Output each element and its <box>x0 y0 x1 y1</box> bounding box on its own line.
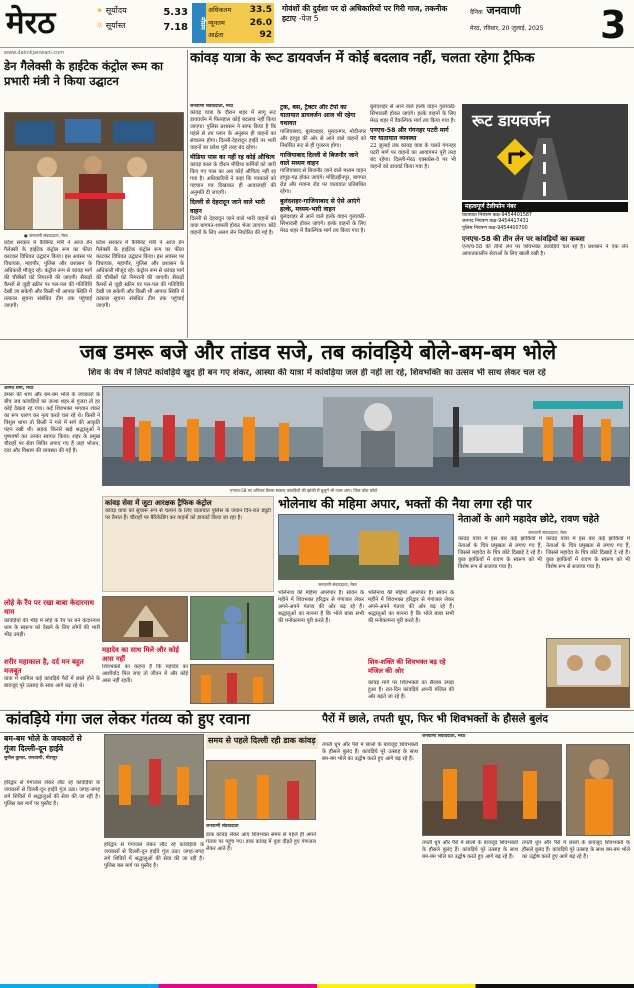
sun-icon: ☀ <box>96 6 104 15</box>
feet-body: तपती धूप और पैरों में छालों के बावजूद शिवभक्तों के हौसले बुलंद हैं। कांवड़िये पूरे उत्साह के साथ बम-बम भोले का उद्घोष करते हुए आगे बढ़ रहे हैं। <box>322 742 418 763</box>
route-banner <box>462 104 628 200</box>
top-story-body5: गाजियाबाद से बिजनौर जाने वाले मध्यम वाहन हापुड़-गढ़ होकर जाएंगे। मोहिउद्दीनपुर, बागपत रोड और मवाना रोड पर यातायात प्रतिबंधित रहेगा। <box>280 167 366 196</box>
sunrise-time: 5.33 <box>163 7 188 18</box>
route-banner-title: रूट डायवर्जन <box>472 111 550 130</box>
top-story-sub2: दिल्ली से देहरादून जाने वाले भारी वाहन <box>190 199 265 215</box>
top-story-sub4: गाजियाबाद दिल्ली से बिजनौर जाने वाले मध्यम वाहन <box>280 151 359 167</box>
bhole-story <box>278 496 630 708</box>
weather-box <box>192 3 274 43</box>
samay-story <box>206 734 318 984</box>
sunrise-label: सूर्योदय <box>105 6 127 15</box>
top-story-headline: कांवड़ यात्रा के रूट डायवर्जन में कोई बदलाव नहीं, चलता रहेगा ट्रैफिक <box>190 50 535 66</box>
paper-name <box>470 4 600 32</box>
ravan-body: कांवड़ यात्रा में इस बार कई झांकियों में नेताओं के चित्र प्रमुखता से लगाए गए हैं, जिससे महादेव के चित्र छोटे दिखाई दे रहे हैं। कुछ झांकियों में रावण के स्वरूप को भी विशेष रूप से सजाया गया है। <box>458 536 542 571</box>
weather-label: मौसम <box>192 3 206 43</box>
helpline-item: जनपद नियंत्रण कक्ष-9454417431 <box>462 219 529 225</box>
traffic-box-headline: कांवड़ सेवा में जुटा आरक्षक ट्रैफिक कंट्रोल <box>105 499 212 507</box>
mid-story-body: डमरू की थाप और बम-बम भोले के जयकारों के बीच जब कांवड़ियों का जत्था शहर से गुजरा तो हर कोई देखता रह गया। कई शिवभक्त भगवान शंकर का रूप धारण कर नृत्य करते चल रहे थे। किसी ने त्रिशूल थामा तो किसी ने गले में सर्प की आकृति पहन रखी थी। सड़क किनारे खड़े श्रद्धालुओं ने पुष्पवर्षा कर उनका स्वागत किया। शहर के प्रमुख चौराहों पर सेवा शिविर लगाए गए हैं जहां भोजन, दवा और विश्राम की व्यवस्था की गई है। <box>4 392 100 455</box>
bhole-sub: शिव-शक्ति की शिवभक्त बढ़ रहे मंजिल की ओर <box>368 658 446 675</box>
bhole-headline: भोलेनाथ की महिमा अपार, भक्तों की नैया लगा रही पार <box>278 496 532 511</box>
teaser-text: गोवंशों की दुर्दशा पर दो अधिकारियों पर गिरी गाज, तकनीक हटाए <box>282 4 448 24</box>
top-story-byline: जनवाणी संवाददाता, मेरठ <box>190 104 234 109</box>
nh-body: एनएच-58 की तीनों लेन पर शिवभक्त कांवड़िये चल रहे हैं। प्रशासन ने एक लेन आपातकालीन सेवाओं के लिए खाली रखी है। <box>462 244 628 258</box>
ravan-byline: जनवाणी संवाददाता, मेरठ <box>528 530 567 535</box>
helpline-item: यातायात नियंत्रण कक्ष-9454401587 <box>462 212 532 218</box>
sunset-icon: ☼ <box>96 21 104 31</box>
top-story-body4: गाजियाबाद, बुलंदशहर, मुरादनगर, मोदीनगर और हापुड़ की ओर से आने वाले वाहनों को निर्धारित रूट से ही गुजरना होगा। <box>280 128 366 149</box>
ravan-photo <box>546 638 630 708</box>
registration-marks <box>0 984 634 988</box>
samay-body: डाक कांवड़ लेकर आए शिवभक्त समय से पहले ही अपने गंतव्य पर पहुंच गए। डाक कांवड़ में युवा दौड़ते हुए गंगाजल लेकर आते हैं। <box>206 832 316 853</box>
feet-story <box>322 734 630 984</box>
ravan-headline: नेताओं के आगे महादेव छोटे, रावण चहेते <box>458 514 600 525</box>
top-story-body6: बुलंदशहर से आने वाले हल्के वाहन गुलावठी-सिंभावली होकर जाएंगे। हल्के वाहनों के लिए मेरठ शहर में वैकल्पिक मार्ग तय किया गया है। <box>280 214 366 235</box>
feet-body-cont: तपती धूप और पैरों में छालों के बावजूद शिवभक्तों के हौसले बुलंद हैं। कांवड़िये पूरे उत्साह के साथ बम-बम भोले का उद्घोष करते हुए आगे बढ़ रहे हैं। <box>422 840 518 861</box>
left-story <box>4 50 186 335</box>
mid-story-byline: अमित शर्मा, मेरठ <box>4 386 34 391</box>
feet-photo <box>422 744 562 836</box>
top-story-sub3: ट्रक, बस, ट्रैक्टर और टेंपो का यातायात डायवर्जन आज भी रहेगा यथावत <box>280 104 356 128</box>
devotee-photo <box>190 664 274 704</box>
paper-title: जनवाणी <box>486 4 521 17</box>
canal-body: 22 जुलाई तक कांवड़ यात्रा के चलते गंगनहर पटरी मार्ग पर वाहनों का आवागमन पूरी तरह बंद रहेगा। दिल्ली-मेरठ एक्सप्रेस-वे पर भी वाहनों को डायवर्ट किया गया है। <box>370 143 456 171</box>
mid-story-body3: यात्रा में शामिल कई कांवड़िये पैरों में छाले होने के बावजूद पूरे उत्साह के साथ आगे बढ़ रहे थे। <box>4 676 100 690</box>
feet-body-cont2: तपती धूप और पैरों में छालों के बावजूद शिवभक्तों के हौसले बुलंद हैं। कांवड़िये पूरे उत्साह के साथ बम-बम भोले का उद्घोष करते हुए आगे बढ़ रहे हैं। <box>522 840 630 861</box>
feet-headline: पैरों में छाले, तपती धूप, फिर भी शिवभक्तों के हौसले बुलंद <box>322 713 548 725</box>
sun-timings <box>96 6 188 34</box>
mid-story-sub2: शरीर महाकाल है, दर्द मन बहुत मजबूत <box>4 657 84 675</box>
humidity-label: आर्द्रता <box>208 31 224 39</box>
left-story-body: प्रदेश सरकार में कैबिनेट मंत्री ने आज डेन गैलेक्सी के हाईटेक कंट्रोल रूम का फीता काटकर विधिवत उद्घाटन किया। इस अवसर पर विधायक, महापौर, पुलिस और प्रशासन के अधिकारी मौजूद रहे। कंट्रोल रूम से कांवड़ मार्ग की चौबीसों घंटे निगरानी की जाएगी। सैकड़ों कैमरों से जुड़ी स्क्रीन पर पल-पल की गतिविधि देखी जा सकेगी और किसी भी आपात स्थिति में तत्काल सूचना संबंधित टीम तक पहुंचाई जाएगी। <box>4 240 92 310</box>
mahadev-headline: महादेव का साथ मिले और कोई आस नहीं <box>102 646 179 663</box>
left-story-photo <box>4 112 184 230</box>
max-temp-label: अधिकतम <box>208 6 232 14</box>
min-temp-label: न्यूनतम <box>208 18 225 27</box>
dateline: मेरठ, रविवार, 20 जुलाई, 2025 <box>470 24 544 32</box>
ganga-body-cont: हरिद्वार से गंगाजल लेकर लौट रहे कांवड़ियों के जयकारों से दिल्ली-दून हाईवे गूंज उठा। जगह-जगह लगे शिविरों में श्रद्धालुओं की सेवा की जा रही है। पुलिस बल मार्ग पर मुस्तैद है। <box>104 842 204 870</box>
top-story-body3: दिल्ली से देहरादून जाने वाले भारी वाहनों को वाया बागपत-शामली होकर भेजा जाएगा। छोटे वाहनों के लिए अलग लेन निर्धारित की गई है। <box>190 215 276 236</box>
helpline-item: पुलिस नियंत्रण कक्ष-9454400700 <box>462 225 528 231</box>
feet-byline: जनवाणी संवाददाता, मेरठ <box>422 734 466 739</box>
sunset-time: 7.18 <box>163 22 188 34</box>
mid-story-left <box>4 386 100 708</box>
shiva-photo <box>190 596 274 660</box>
ganga-sub: बम-बम भोले के जयकारों से गूंजा दिल्ली-दून हाईवे <box>4 734 82 754</box>
ganga-byline: सुनील कुमार, जनवाणी, मीरापुर <box>4 756 58 762</box>
top-story <box>190 50 630 338</box>
page-number: 3 <box>600 3 627 47</box>
teaser[interactable] <box>282 4 450 25</box>
ravan-body-cont: कांवड़ यात्रा में इस बार कई झांकियों में नेताओं के चित्र प्रमुखता से लगाए गए हैं, जिससे महादेव के चित्र छोटे दिखाई दे रहे हैं। कुछ झांकियों में रावण के स्वरूप को भी विशेष रूप से सजाया गया है। <box>546 536 630 571</box>
ganga-headline: कांवड़िये गंगा जल लेकर गंतव्य को हुए रवाना <box>6 710 250 728</box>
samay-headline: समय से पहले दिल्ली रही डाक कांवड़ <box>206 734 318 749</box>
feet-photo-2 <box>566 744 630 836</box>
mid-story-deck: शिव के वेष में लिपटे कांवड़िये खुद ही बन गए शंकर, आस्था की यात्रा में कांवड़िया जल ही नहीं ला रहे, शिवभक्ति का उत्सव भी साथ लेकर चल रहे <box>88 368 546 378</box>
samay-byline: जनवाणी संवाददाता <box>206 824 239 829</box>
ganga-body: हरिद्वार से गंगाजल लेकर लौट रहे कांवड़ियों के जयकारों से दिल्ली-दून हाईवे गूंज उठा। जगह-जगह लगे शिविरों में श्रद्धालुओं की सेवा की जा रही है। पुलिस बल मार्ग पर मुस्तैद है। <box>4 780 100 808</box>
bhole-photo <box>278 514 454 580</box>
teaser-page: -पेज 5 <box>298 14 319 24</box>
humidity-value: 92 <box>259 30 272 40</box>
helpline-box <box>462 202 628 314</box>
top-story-sub1: मीडिया पास का नहीं रह कोई औचित्य <box>190 154 275 162</box>
canal-sub: एनएच-58 और गंगनहर पटरी मार्ग पर यातायात व्यवस्था <box>370 127 449 143</box>
mid-story-headline: जब डमरू बजे और तांडव सजे, तब कांवड़िये बोले-बम-बम भोले <box>79 340 557 364</box>
bhole-body: भोलेनाथ की महिमा अपरंपार है। सावन के महीने में शिवभक्त हरिद्वार से गंगाजल लेकर अपने-अपने गंतव्य की ओर बढ़ रहे हैं। श्रद्धालुओं का मानना है कि भोले बाबा सभी की मनोकामना पूरी करते हैं। <box>278 590 364 625</box>
top-story-body2: कांवड़ काल के दौरान मीडिया कर्मियों को जारी किए गए पास का अब कोई औचित्य नहीं रह गया है। अधिकारियों ने कहा कि पत्रकारों को पहचान पत्र दिखाकर ही आवाजाही की अनुमति दी जाएगी। <box>190 162 276 197</box>
city-name: मेरठ <box>6 5 56 41</box>
bhole-body2: कांवड़ मार्ग पर शिवभक्तों का सैलाब उमड़ा हुआ है। रात-दिन कांवड़िये अपनी मंजिल की ओर बढ़ते जा रहे हैं। <box>368 680 454 701</box>
masthead <box>0 0 634 48</box>
sunset-label: सूर्यास्त <box>105 21 126 31</box>
left-story-body-cont: प्रदेश सरकार में कैबिनेट मंत्री ने आज डेन गैलेक्सी के हाईटेक कंट्रोल रूम का फीता काटकर विधिवत उद्घाटन किया। इस अवसर पर विधायक, महापौर, पुलिस और प्रशासन के अधिकारी मौजूद रहे। कंट्रोल रूम से कांवड़ मार्ग की चौबीसों घंटे निगरानी की जाएगी। सैकड़ों कैमरों से जुड़ी स्क्रीन पर पल-पल की गतिविधि देखी जा सकेगी और किसी भी आपात स्थिति में तत्काल सूचना संबंधित टीम तक पहुंचाई जाएगी। <box>96 240 184 310</box>
mahadev-box <box>102 646 188 716</box>
top-story-body1: कांवड़ यात्रा के दौरान शहर में लागू रूट डायवर्जन में फिलहाल कोई बदलाव नहीं किया जाएगा। पुलिस प्रशासन ने साफ किया है कि पहले से तय प्लान के अनुसार ही वाहनों का संचालन होगा। दिल्ली-देहरादून हाईवे पर भारी वाहनों का प्रवेश पूरी तरह बंद रहेगा। <box>190 110 276 152</box>
min-temp-value: 26.0 <box>249 17 272 28</box>
mahadev-body: शिवभक्तों का कहना है कि महादेव का आशीर्वाद मिल जाए तो जीवन में और कोई आस नहीं रहती। <box>102 663 188 684</box>
paper-prefix: दैनिक <box>470 9 483 16</box>
left-story-byline: ● जनवाणी संवाददाता, मेरठ <box>24 233 68 238</box>
procession-photo-caption: एनएच-58 पर शनिवार कैमरा स्वरूप कांवड़ियों की झांकी में बुजुर्ग भी नजर आए। जिल वॉक फोटो <box>230 488 378 493</box>
website-url[interactable]: www.dainikjanwani.com <box>4 50 65 56</box>
traffic-box <box>102 496 274 592</box>
procession-photo <box>102 386 630 486</box>
max-temp-value: 33.5 <box>249 5 272 15</box>
kedar-photo <box>102 596 188 642</box>
top-story-sub5: बुलंदशहर-गाजियाबाद से ऐसे आएंगे हल्के, मध्यम-भारी वाहन <box>280 198 360 214</box>
helpline-heading: महत्वपूर्ण टेलीफोन नंबर <box>462 202 628 212</box>
bhole-body-cont: भोलेनाथ की महिमा अपरंपार है। सावन के महीने में शिवभक्त हरिद्वार से गंगाजल लेकर अपने-अपने गंतव्य की ओर बढ़ रहे हैं। श्रद्धालुओं का मानना है कि भोले बाबा सभी की मनोकामना पूरी करते हैं। <box>368 590 454 625</box>
traffic-box-body: कांवड़ यात्रा को सुचारू रूप से चलाने के लिए यातायात पुलिस के जवान दिन-रात ड्यूटी पर तैनात हैं। चौराहों पर बैरिकेडिंग कर वाहनों को डायवर्ट किया जा रहा है। <box>105 508 271 522</box>
nh-sub: एनएच-58 की तीन लेन पर कांवड़ियों का कब्जा <box>462 234 585 243</box>
ganga-photo <box>104 734 204 838</box>
mid-story-body2: कांवड़ियों की भीड़ में लोहे के रैंप पर बने केदारनाथ धाम के स्वरूप को देखने के लिए लोगों की भारी भीड़ उमड़ी। <box>4 617 100 638</box>
left-story-headline: डेन गैलेक्सी के हाईटेक कंट्रोल रूम का प्रभारी मंत्री ने किया उद्घाटन <box>4 58 163 88</box>
mid-story-sub1: लोहे के रैंप पर रखा बाबा केदारनाथ धाम <box>4 599 94 617</box>
samay-photo <box>206 760 316 820</box>
bhole-byline: जनवाणी संवाददाता, मेरठ <box>318 582 357 587</box>
top-story-body6-cont: बुलंदशहर से आने वाले हल्के वाहन गुलावठी-सिंभावली होकर जाएंगे। हल्के वाहनों के लिए मेरठ शहर में वैकल्पिक मार्ग तय किया गया है। <box>370 104 456 125</box>
ganga-story <box>4 734 204 984</box>
